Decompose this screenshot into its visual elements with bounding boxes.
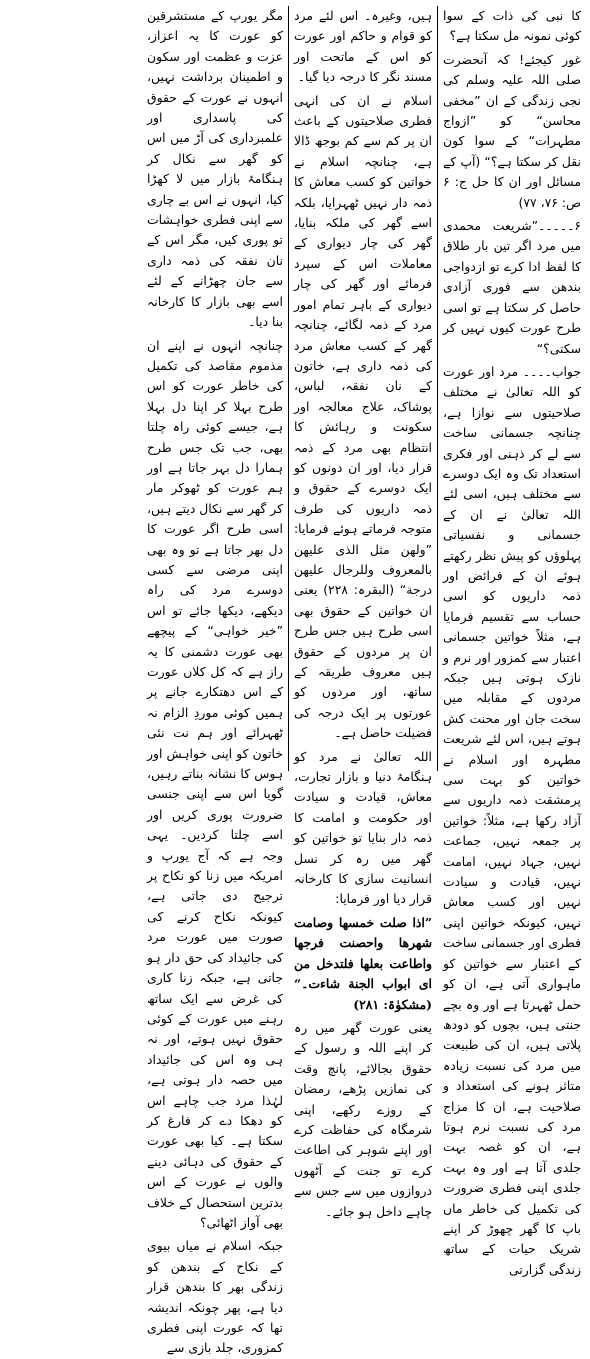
column-3-paragraph-2: چنانچہ انہوں نے اپنے ان مذموم مقاصد کی تکمیل کی خاطر عورت کو اس طرح بہلا کر اپنا دل بہلا ہے، جیسے کوئی راہ چلتا بھی، جب تک جس طرح ہمارا دل بہر جاتا ہے اور ہم عورت کو ٹھوکر مار کر گھر سے نکال دیتے ہیں، اسی طرح اگر عورت کا دل بھر جاتا ہے تو وہ بھی اپنی مرضی سے کسی دوسرے مرد کی راہ دیکھے، دیکھا جائے تو اس ”خیر خواہی“ کے پیچھے بھی عورت دشمنی کا یہ راز ہے کہ کل کلاں عورت کے اس دھتکارے جانے پر ہمیں کوئی موردِ الزام نہ ٹھہرائے اور ہم نت نئی خاتون کو اپنی خواہش اور ہوس کا نشانہ بناتے رہیں، گویا اس سے اپنی جنسی ضرورت پوری کریں اور اسے چلتا کردیں۔ یہی وجہ ہے کہ آج یورپ و امریکہ میں زنا کو نکاح پر ترجیح دی جاتی ہے، کیونکہ نکاح کرنے کی صورت میں عورت مرد کی جائیداد کی حق دار ہو جاتی ہے، جبکہ زنا کاری کی غرض سے ایک ساتھ رہنے میں عورت کے کوئی حقوق نہیں ہوتے، اور نہ ہی وہ اس کی جائیداد میں حصہ دار ہوتی ہے، لہٰذا مرد جب چاہے اس کو دھکا دے کر فارغ کر سکتا ہے۔ کیا بھی عورت کے حقوق کی دہائی دینے والوں نے عورت کے اس بدترین استحصال کے خلاف بھی آواز اٹھائی؟ — [147, 337, 283, 1230]
column-1-paragraph-1: کا نبی کی ذات کے سوا کوئی نمونہ مل سکتا ہے؟ — [443, 8, 581, 44]
column-2-paragraph-1: ہیں، وغیرہ۔ اس لئے مرد کو قوام و حاکم اور عورت کو اس کے ماتحت اور مسند نگر کا درجہ دیا گیا۔ — [294, 8, 432, 85]
column-2-paragraph-5: یعنی عورت گھر میں رہ کر اپنے اللہ و رسول کے حقوق بجالائے، پانچ وقت کی نمازیں پڑھے، رمضان کے روزے رکھے، اپنی شرمگاہ کی حفاظت کرے اور اپنے شوہر کی اطاعت کرے تو جنت کے آٹھوں دروازوں میں سے جس سے چاہے داخل ہو جائے۔ — [294, 1019, 432, 1219]
column-2-paragraph-2: اسلام نے ان کی انہی فطری صلاحیتوں کے باعث ان پر کم سے کم بوجھ ڈالا ہے، چنانچہ اسلام نے خواتین کو کسب معاش کا ذمہ دار نہیں ٹھہرایا، بلکہ اسے گھر کی ملکہ بنایا، گھر کی چار دیواری کے معاملات اس کے سپرد فرمائے اور گھر کی چار دیواری کے باہر تمام امور مرد کے ذمہ لگائے، چنانچہ گھر کے کسب معاش مرد کی ذمہ داری ہے، خاتون کے نان نفقہ، لباس، پوشاک، علاج معالجہ اور سکونت و رہائش کا انتظام بھی مرد کے ذمہ قرار دیا، اور ان دونوں کو ایک دوسرے کے حقوق و ذمہ داریوں کی طرف متوجہ فرماتے ہوئے فرمایا: ”ولهن مثل الذی علیهن بالمعروف وللرجال علیهن درجة“ (البقرہ: ۲۲۸) یعنی ان خواتین کے حقوق بھی اسی طرح ہیں جس طرح ان پر مردوں کے حقوق ہیں معروف طریقہ کے ساتھ، اور مردوں کو عورتوں پر ایک درجہ کی فضیلت حاصل ہے۔ — [294, 92, 432, 741]
column-1-paragraph-4: جواب۔۔۔۔ مرد اور عورت کو اللہ تعالیٰ نے مختلف صلاحیتوں سے نوازا ہے، چنانچہ جسمانی ساخت سے لے کر ذہنی اور فکری استعداد تک وہ ایک دوسرے سے مختلف ہیں، اسی لئے اللہ تعالیٰ نے ان کے جسمانی و نفسیاتی پہلوؤں کو پیش نظر رکھتے ہوئے ان کے فرائض اور ذمہ داریوں کو اسی حساب سے تقسیم فرمایا ہے، مثلاً خواتین جسمانی اعتبار سے کمزور اور نرم و نازک ہوتی ہیں جبکہ مردوں کے مقابلہ میں سخت جان اور محنت کش ہوتے ہیں، اس لئے شریعت مطہرہ اور اسلام نے خواتین کو بہت سی پرمشقت ذمہ داریوں سے آزاد رکھا ہے، مثلاً: خواتین پر جمعہ نہیں، جماعت نہیں، جہاد نہیں، امامت نہیں، قیادت و سیادت نہیں اور کسب معاش نہیں، کیونکہ خواتین اپنی فطری اور جسمانی ساخت کے اعتبار سے خواتین کو ماہواری آتی ہے، ان کو حمل ٹھہرتا ہے اور وہ بچے جنتی ہیں، بچوں کو دودھ پلاتی ہیں، ان کی طبیعت میں مرد کی نسبت زیادہ متاثر ہونے کی استعداد و صلاحیت ہے، ان کا مزاج مرد کی نسبت نرم ہوتا ہے، ان کو غصہ بہت جلدی آتا ہے اور وہ بہت جلدی اپنی فطری ضرورت کی تکمیل کی خاطر ماں باپ کا گھر چھوڑ کر اپنے شریک حیات کے ساتھ زندگی گزارتی — [443, 363, 581, 1277]
column-3-paragraph-3: جبکہ اسلام نے میاں بیوی کے نکاح کے بندھن کو زندگی بھر کا بندھن قرار دیا ہے، پھر چونکہ اندیشہ تھا کہ عورت اپنی فطری کمزوری، جلد بازی سے — [147, 1238, 283, 1356]
column-2-paragraph-3: اللہ تعالیٰ نے مرد کو ہنگامۂ دنیا و بازار تجارت، معاش، قیادت و سیادت اور حکومت و امامت کا ذمہ دار بنایا تو خواتین کو گھر میں رہ کر نسل انسانیت سازی کا کارخانہ قرار دیا اور فرمایا: — [294, 748, 432, 907]
column-1-paragraph-3: ۶۔۔۔۔۔”شریعت محمدی میں مرد اگر تین بار طلاق کا لفظ ادا کرے تو ازدواجی بندھن سے فوری آزادی حاصل کر سکتا ہے تو اسی طرح عورت کیوں نہیں کر سکتی؟“ — [443, 218, 581, 356]
column-3-paragraph-1: مگر یورپ کے مستشرقین کو عورت کا یہ اعزاز، عزت و عظمت اور سکون و اطمینان برداشت نہیں، انہوں نے عورت کے حقوق کی پاسداری اور علمبرداری کی آڑ میں اس کو گھر سے نکال کر ہنگامۂ بازار میں لا کھڑا کیا، انہوں نے اس بے چاری سے اپنی فطری خواہشات تو پوری کیں، مگر اس کے نان نفقہ کی ذمہ داری سے جان چھڑانے کے لئے اسے بھی بازار کا کارخانہ بنا دیا۔ — [147, 8, 283, 330]
column-1-paragraph-2: غور کیجئے! کہ آنحضرت صلی اللہ علیہ وسلم کی نجی زندگی کے ان ”مخفی محاسن“ کو ”ازواج مطہرات“ کے سوا کون نقل کر سکتا ہے؟“ (آپ کے مسائل اور ان کا حل ج: ۶ ص: ۷۶، ۷۷) — [443, 51, 581, 210]
column-1 — [438, 6, 586, 1277]
column-2-hadith-quote: ”اذا صلت خمسها وصامت شهرها واحصنت فرجها واطاعت بعلها فلتدخل من ای ابواب الجنة شاءت۔“ (مشکوٰۃ: ۲۸۱) — [294, 914, 432, 1012]
column-3 — [142, 6, 288, 1356]
column-2 — [289, 6, 437, 1219]
